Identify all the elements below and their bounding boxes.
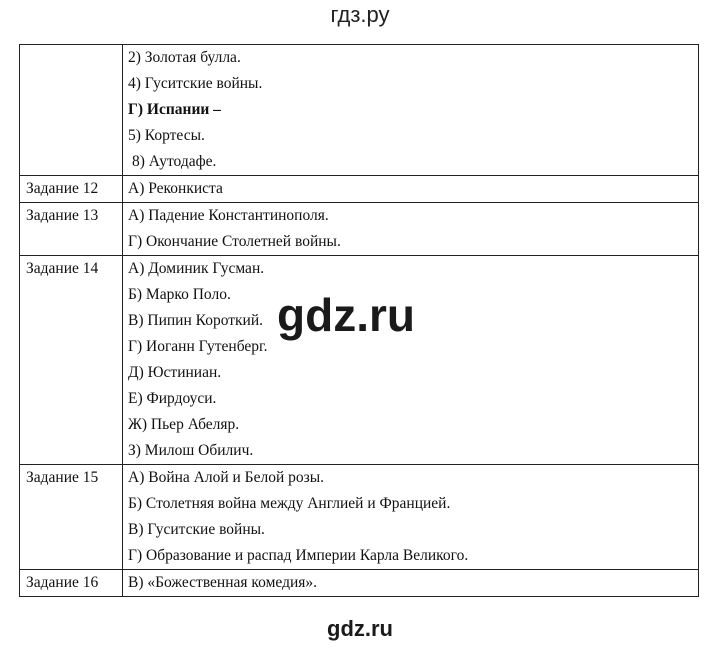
- task-label: [20, 45, 123, 176]
- answers-table: [19, 44, 699, 597]
- task-label: Задание 12: [20, 176, 123, 203]
- task-label: Задание 15: [20, 465, 123, 570]
- answer-line: Ж) Пьер Абеляр.: [128, 416, 240, 433]
- answer-line: А) Падение Константинополя.: [128, 207, 329, 224]
- table-row: [20, 570, 699, 597]
- answer-line: Б) Столетняя война между Англией и Францией.: [128, 495, 451, 512]
- table-row: [20, 256, 699, 465]
- answer-line: 4) Гуситские войны.: [128, 75, 263, 92]
- answer-line: А) Доминик Гусман.: [128, 260, 265, 277]
- footer-brand: gdz.ru: [327, 616, 393, 641]
- answer-cell: [123, 256, 699, 465]
- task-label: Задание 16: [20, 570, 123, 597]
- answer-cell: [123, 203, 699, 256]
- answer-subheading: Г) Испании –: [128, 101, 221, 118]
- watermark-logo: gdz.ru: [277, 289, 415, 341]
- answer-line: Г) Образование и распад Империи Карла Великого.: [128, 547, 469, 564]
- answer-line: Б) Марко Поло.: [128, 286, 231, 303]
- table-row: [20, 45, 699, 176]
- answer-line: 8) Аутодафе.: [132, 153, 217, 170]
- answer-line: В) Гуситские войны.: [128, 521, 265, 538]
- answer-line: В) Пипин Короткий.: [128, 312, 264, 329]
- answer-cell: [123, 45, 699, 176]
- answer-line: Г) Иоганн Гутенберг.: [128, 338, 268, 355]
- answer-cell: [123, 570, 699, 597]
- answer-line: 2) Золотая булла.: [128, 49, 241, 66]
- answer-line: Е) Фирдоуси.: [128, 390, 217, 407]
- answer-line: З) Милош Обилич.: [128, 442, 254, 459]
- task-label: Задание 14: [20, 256, 123, 465]
- task-label: Задание 13: [20, 203, 123, 256]
- answer-line: Д) Юстиниан.: [128, 364, 222, 381]
- answer-cell: [123, 176, 699, 203]
- header-brand: гдз.ру: [330, 2, 390, 27]
- table-row: [20, 203, 699, 256]
- answer-line: В) «Божественная комедия».: [128, 574, 318, 591]
- answer-line: А) Война Алой и Белой розы.: [128, 469, 325, 486]
- table-row: [20, 465, 699, 570]
- answer-line: Г) Окончание Столетней войны.: [128, 233, 341, 250]
- answer-line: 5) Кортесы.: [128, 127, 205, 144]
- table-row: [20, 176, 699, 203]
- answer-cell: [123, 465, 699, 570]
- answer-line: А) Реконкиста: [128, 180, 223, 197]
